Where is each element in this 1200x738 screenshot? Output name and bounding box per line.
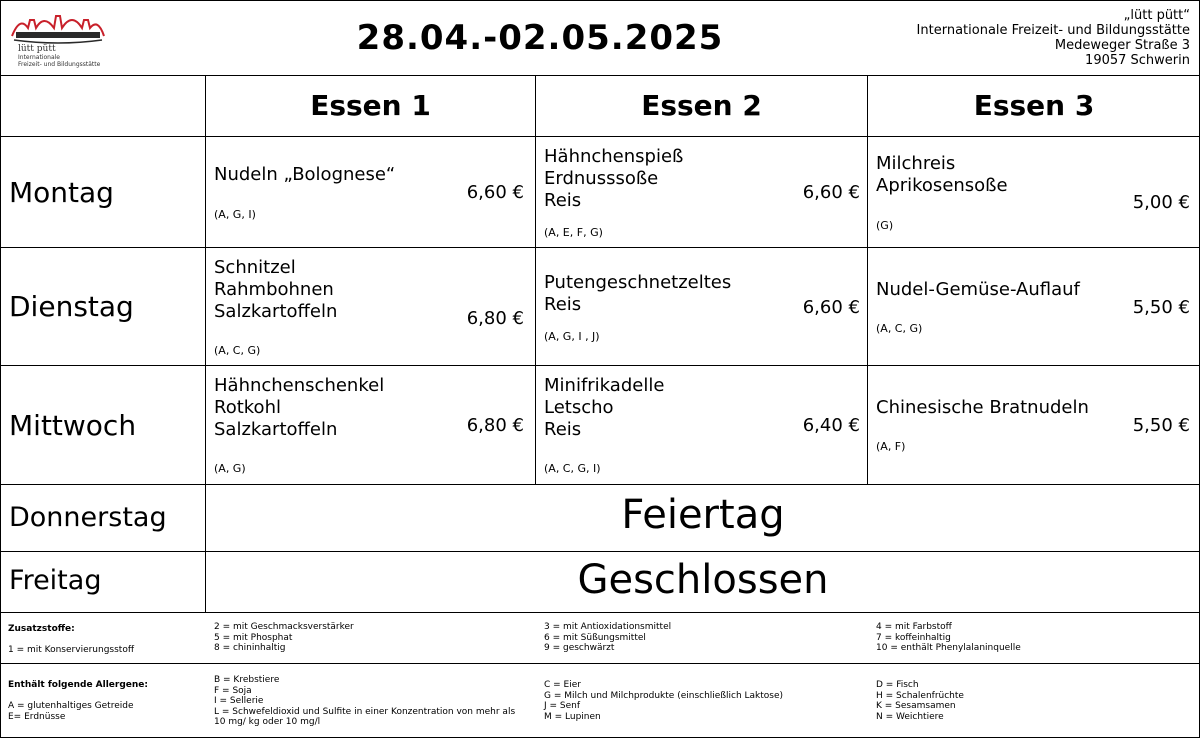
additive-item: 1 = mit Konservierungsstoff xyxy=(8,645,135,655)
day-label-freitag: Freitag xyxy=(9,565,102,596)
additives-col-1 xyxy=(214,622,354,654)
address-line: Medeweger Straße 3 xyxy=(1054,38,1190,53)
divider xyxy=(0,484,1200,485)
dish-line: Letscho xyxy=(544,397,614,418)
dish xyxy=(214,164,395,186)
logo-text: lütt pütt xyxy=(18,44,56,54)
allergens-col-2 xyxy=(544,680,783,722)
castle-logo-icon xyxy=(10,6,106,46)
dish-line: Aprikosensoße xyxy=(876,175,1008,196)
allergen-item: B = Krebstiere xyxy=(214,675,280,685)
dish-line: Nudel-Gemüse-Auflauf xyxy=(876,279,1080,300)
allergen-item: F = Soja xyxy=(214,685,252,696)
allergen-item: 10 mg/ kg oder 10 mg/l xyxy=(214,717,321,727)
allergen-item: N = Weichtiere xyxy=(876,711,944,722)
dish-allergens: (A, E, F, G) xyxy=(544,226,603,239)
additive-item: 8 = chininhaltig xyxy=(214,643,286,653)
additives-title: Zusatzstoffe: xyxy=(8,624,75,634)
dish-price: 5,50 € xyxy=(1132,297,1190,318)
holiday-note: Feiertag xyxy=(621,492,785,538)
additive-item: 6 = mit Süßungsmittel xyxy=(544,632,646,643)
dish-price: 6,60 € xyxy=(466,182,524,203)
dish xyxy=(214,257,337,323)
column-header-essen-2: Essen 2 xyxy=(641,89,762,122)
dish-line: Nudeln „Bolognese“ xyxy=(214,164,396,185)
dish-line: Putengeschnetzeltes xyxy=(544,272,732,293)
divider xyxy=(0,365,1200,366)
dish-price: 6,60 € xyxy=(802,297,860,318)
dish-price: 5,50 € xyxy=(1132,415,1190,436)
address-block xyxy=(917,8,1190,68)
dish-price: 6,80 € xyxy=(466,415,524,436)
allergen-item: D = Fisch xyxy=(876,680,919,690)
address-line: 19057 Schwerin xyxy=(1085,53,1190,68)
allergens-col-1 xyxy=(214,675,515,728)
additive-item: 5 = mit Phosphat xyxy=(214,632,293,643)
address-line: Internationale Freizeit- und Bildungsstätte xyxy=(916,23,1190,38)
dish xyxy=(876,279,1080,301)
dish-line: Reis xyxy=(544,190,582,211)
dish-allergens: (A, G, I) xyxy=(214,208,256,221)
allergens-title: Enthält folgende Allergene: xyxy=(8,680,149,690)
divider xyxy=(535,76,536,485)
divider xyxy=(0,247,1200,248)
allergen-item: M = Lupinen xyxy=(544,711,601,722)
additives-col-0 xyxy=(8,624,134,656)
allergen-item: J = Senf xyxy=(544,701,581,711)
dish xyxy=(214,375,384,441)
column-header-essen-3: Essen 3 xyxy=(973,89,1095,122)
additive-item: 4 = mit Farbstoff xyxy=(876,622,952,632)
dish-allergens: (A, G) xyxy=(214,462,246,475)
allergen-item: L = Schwefeldioxid und Sulfite in einer Konzentration von mehr als xyxy=(214,706,516,717)
dish-line: Reis xyxy=(544,294,582,315)
divider xyxy=(0,136,1200,137)
dish-line: Salzkartoffeln xyxy=(214,419,338,440)
date-range: 28.04.-02.05.2025 xyxy=(356,18,724,58)
dish-line: Erdnusssoße xyxy=(544,168,659,189)
additive-item: 3 = mit Antioxidationsmittel xyxy=(544,622,672,632)
allergen-item: I = Sellerie xyxy=(214,696,264,706)
dish-line: Schnitzel xyxy=(214,257,296,278)
dish-price: 5,00 € xyxy=(1132,192,1190,213)
dish-allergens: (A, F) xyxy=(876,440,906,453)
allergen-item: G = Milch und Milchprodukte (einschließlich Laktose) xyxy=(544,690,784,701)
dish-line: Hähnchenspieß xyxy=(544,146,684,167)
dish-allergens: (G) xyxy=(876,219,894,232)
allergen-item: A = glutenhaltiges Getreide xyxy=(8,701,134,711)
dish-price: 6,60 € xyxy=(802,182,860,203)
additives-col-3 xyxy=(876,622,1021,654)
dish xyxy=(544,146,683,212)
divider xyxy=(0,663,1200,664)
dish xyxy=(876,397,1089,419)
divider xyxy=(0,612,1200,613)
column-header-essen-1: Essen 1 xyxy=(310,89,431,122)
allergens-col-0 xyxy=(8,680,148,722)
closed-note: Geschlossen xyxy=(577,557,829,603)
allergens-col-3 xyxy=(876,680,964,722)
dish-allergens: (A, C, G) xyxy=(214,344,261,357)
dish-allergens: (A, C, G, I) xyxy=(544,462,601,475)
logo-subtext-2: Freizeit- und Bildungsstätte xyxy=(18,61,101,68)
dish-line: Milchreis xyxy=(876,153,956,174)
additive-item: 10 = enthält Phenylalaninquelle xyxy=(876,643,1021,653)
address-line: „lütt pütt“ xyxy=(1123,8,1190,23)
divider xyxy=(867,76,868,485)
dish-line: Salzkartoffeln xyxy=(214,301,338,322)
dish-line: Minifrikadelle xyxy=(544,375,665,396)
dish-allergens: (A, G, I , J) xyxy=(544,330,600,343)
dish-line: Rotkohl xyxy=(214,397,281,418)
day-label-mittwoch: Mittwoch xyxy=(9,409,137,442)
dish-price: 6,40 € xyxy=(802,415,860,436)
additive-item: 2 = mit Geschmacksverstärker xyxy=(214,622,354,632)
allergen-item: C = Eier xyxy=(544,680,581,690)
divider xyxy=(0,551,1200,552)
dish-allergens: (A, C, G) xyxy=(876,322,923,335)
additives-col-2 xyxy=(544,622,671,654)
logo-subtext-1: Internationale xyxy=(18,54,60,61)
day-label-dienstag: Dienstag xyxy=(9,290,134,323)
additive-item: 9 = geschwärzt xyxy=(544,643,615,653)
logo xyxy=(10,6,106,70)
dish-line: Hähnchenschenkel xyxy=(214,375,385,396)
dish-line: Reis xyxy=(544,419,582,440)
dish-price: 6,80 € xyxy=(466,308,524,329)
dish xyxy=(544,375,664,441)
day-label-donnerstag: Donnerstag xyxy=(9,502,167,533)
dish-line: Rahmbohnen xyxy=(214,279,334,300)
dish-line: Chinesische Bratnudeln xyxy=(876,397,1089,418)
dish xyxy=(876,153,1008,197)
dish xyxy=(544,272,731,316)
additive-item: 7 = koffeinhaltig xyxy=(876,632,951,643)
allergen-item: E= Erdnüsse xyxy=(8,711,66,722)
day-label-montag: Montag xyxy=(9,176,114,209)
allergen-item: H = Schalenfrüchte xyxy=(876,690,964,701)
allergen-item: K = Sesamsamen xyxy=(876,701,956,711)
